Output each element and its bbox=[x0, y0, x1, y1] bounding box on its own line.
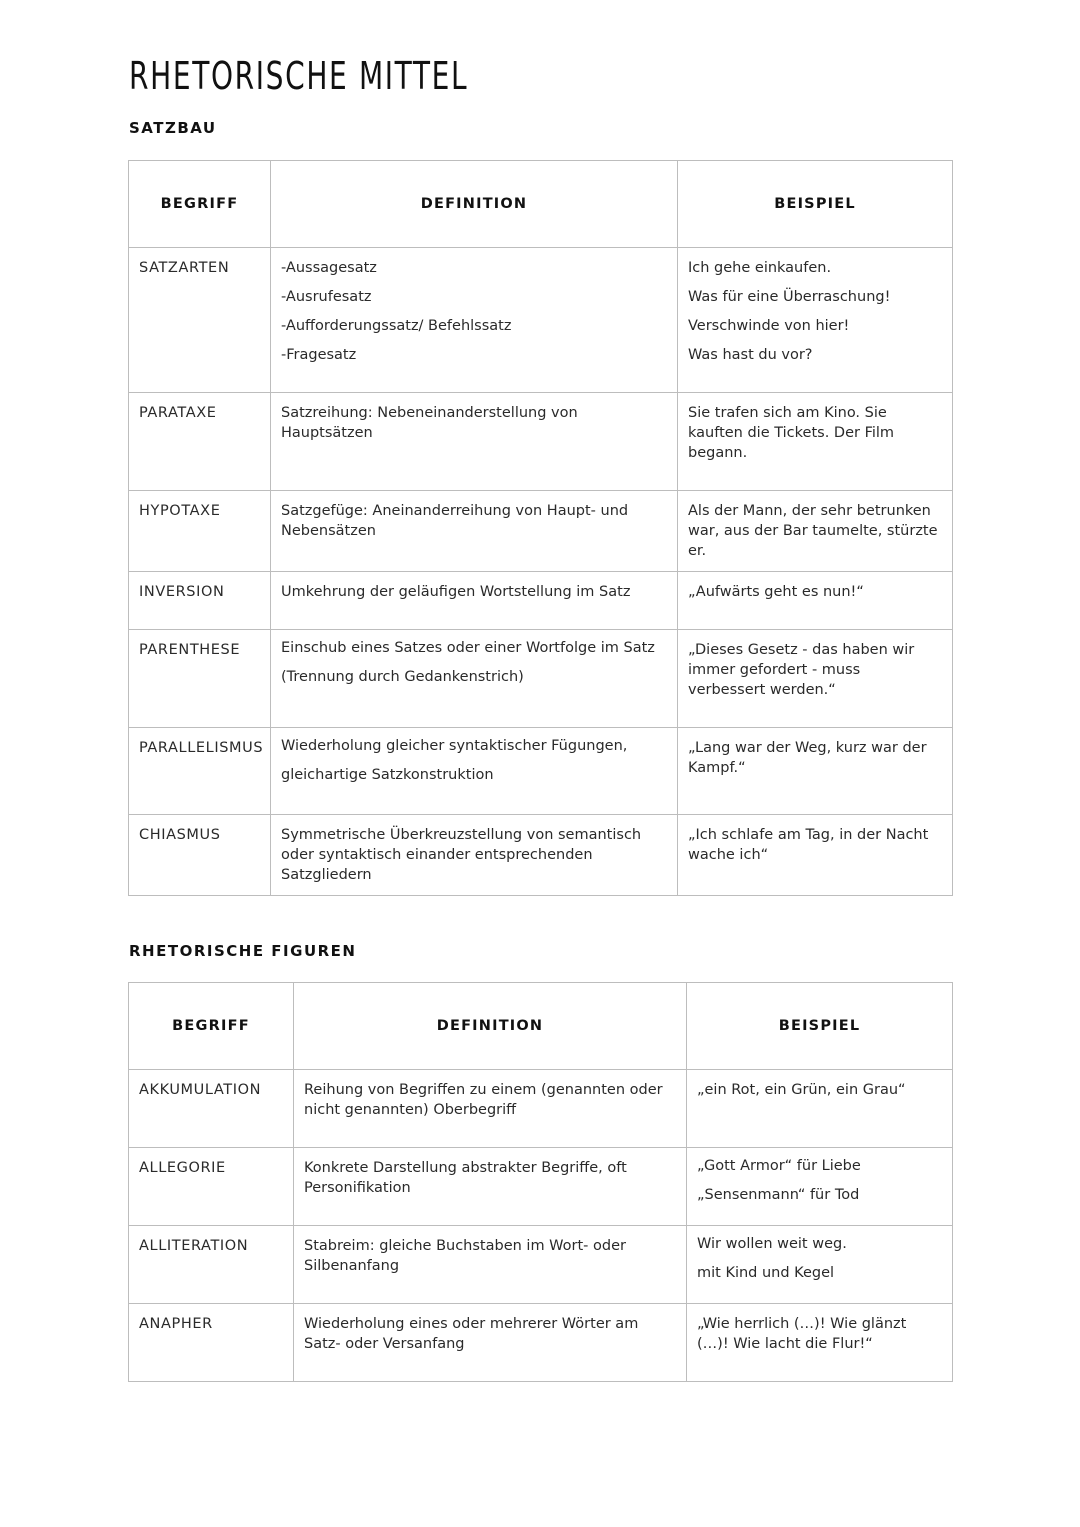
example-cell bbox=[687, 1148, 953, 1226]
definition-cell bbox=[271, 728, 678, 815]
definition-line: Wiederholung gleicher syntaktischer Fügungen, bbox=[281, 738, 628, 754]
definition-line: -Aufforderungssatz/ Befehlssatz bbox=[281, 318, 512, 334]
example-line: mit Kind und Kegel bbox=[697, 1265, 835, 1281]
column-header-begriff: BEGRIFF bbox=[129, 161, 271, 248]
definition-line: -Ausrufesatz bbox=[281, 289, 372, 305]
example-line: Ich gehe einkaufen. bbox=[688, 260, 832, 276]
column-header-begriff: BEGRIFF bbox=[129, 983, 294, 1070]
definition-cell bbox=[271, 248, 678, 393]
satzbau-table bbox=[128, 160, 953, 896]
example-line: Wir wollen weit weg. bbox=[697, 1236, 847, 1252]
table-row bbox=[129, 728, 953, 815]
term-cell: PARALLELISMUS bbox=[129, 728, 271, 815]
example-cell: „Lang war der Weg, kurz war der Kampf.“ bbox=[678, 728, 953, 815]
term-cell: AKKUMULATION bbox=[129, 1070, 294, 1148]
column-header-beispiel: BEISPIEL bbox=[687, 983, 953, 1070]
column-header-definition: DEFINITION bbox=[271, 161, 678, 248]
example-cell: „Dieses Gesetz - das haben wir immer gefordert - muss verbessert werden.“ bbox=[678, 630, 953, 728]
definition-cell: Umkehrung der geläufigen Wortstellung im Satz bbox=[271, 572, 678, 630]
table-row bbox=[129, 393, 953, 491]
definition-cell: Wiederholung eines oder mehrerer Wörter am Satz- oder Versanfang bbox=[294, 1304, 687, 1382]
example-line: „Gott Armor“ für Liebe bbox=[697, 1158, 861, 1174]
term-cell: ALLITERATION bbox=[129, 1226, 294, 1304]
table-row bbox=[129, 815, 953, 896]
table-row bbox=[129, 248, 953, 393]
definition-cell: Satzgefüge: Aneinanderreihung von Haupt- und Nebensätzen bbox=[271, 491, 678, 572]
table-row bbox=[129, 1148, 953, 1226]
term-cell: CHIASMUS bbox=[129, 815, 271, 896]
definition-cell: Reihung von Begriffen zu einem (genannten oder nicht genannten) Oberbegriff bbox=[294, 1070, 687, 1148]
example-cell: „ein Rot, ein Grün, ein Grau“ bbox=[687, 1070, 953, 1148]
definition-line: -Aussagesatz bbox=[281, 260, 377, 276]
table-row bbox=[129, 1226, 953, 1304]
example-line: Verschwinde von hier! bbox=[688, 318, 850, 334]
table-row bbox=[129, 491, 953, 572]
example-cell bbox=[678, 248, 953, 393]
definition-cell: Konkrete Darstellung abstrakter Begriffe, oft Personifikation bbox=[294, 1148, 687, 1226]
term-cell: PARATAXE bbox=[129, 393, 271, 491]
definition-line: (Trennung durch Gedankenstrich) bbox=[281, 669, 524, 685]
term-cell: ANAPHER bbox=[129, 1304, 294, 1382]
table-row bbox=[129, 630, 953, 728]
section-heading-satzbau: SATZBAU bbox=[129, 119, 217, 137]
table-row bbox=[129, 1070, 953, 1148]
definition-cell: Satzreihung: Nebeneinanderstellung von Hauptsätzen bbox=[271, 393, 678, 491]
table-header-row bbox=[129, 161, 953, 248]
definition-cell bbox=[271, 630, 678, 728]
column-header-definition: DEFINITION bbox=[294, 983, 687, 1070]
term-cell: SATZARTEN bbox=[129, 248, 271, 393]
example-cell: „Wie herrlich (…)! Wie glänzt (…)! Wie lacht die Flur!“ bbox=[687, 1304, 953, 1382]
example-cell: Als der Mann, der sehr betrunken war, aus der Bar taumelte, stürzte er. bbox=[678, 491, 953, 572]
table-header-row bbox=[129, 983, 953, 1070]
figuren-table bbox=[128, 982, 953, 1382]
term-cell: HYPOTAXE bbox=[129, 491, 271, 572]
example-cell: Sie trafen sich am Kino. Sie kauften die Tickets. Der Film begann. bbox=[678, 393, 953, 491]
example-line: Was hast du vor? bbox=[688, 347, 813, 363]
section-heading-figuren: RHETORISCHE FIGUREN bbox=[129, 942, 357, 960]
table-row bbox=[129, 1304, 953, 1382]
page-title: RHETORISCHE MITTEL bbox=[129, 54, 469, 98]
example-line: Was für eine Überraschung! bbox=[688, 289, 891, 305]
definition-line: gleichartige Satzkonstruktion bbox=[281, 767, 494, 783]
definition-line: -Fragesatz bbox=[281, 347, 357, 363]
term-cell: PARENTHESE bbox=[129, 630, 271, 728]
example-cell bbox=[687, 1226, 953, 1304]
example-cell: „Ich schlafe am Tag, in der Nacht wache ich“ bbox=[678, 815, 953, 896]
definition-cell: Symmetrische Überkreuzstellung von semantisch oder syntaktisch einander entsprechenden Satzgliedern bbox=[271, 815, 678, 896]
table-row bbox=[129, 572, 953, 630]
column-header-beispiel: BEISPIEL bbox=[678, 161, 953, 248]
term-cell: INVERSION bbox=[129, 572, 271, 630]
term-cell: ALLEGORIE bbox=[129, 1148, 294, 1226]
definition-line: Einschub eines Satzes oder einer Wortfolge im Satz bbox=[281, 640, 655, 656]
definition-cell: Stabreim: gleiche Buchstaben im Wort- oder Silbenanfang bbox=[294, 1226, 687, 1304]
example-cell: „Aufwärts geht es nun!“ bbox=[678, 572, 953, 630]
example-line: „Sensenmann“ für Tod bbox=[697, 1187, 860, 1203]
